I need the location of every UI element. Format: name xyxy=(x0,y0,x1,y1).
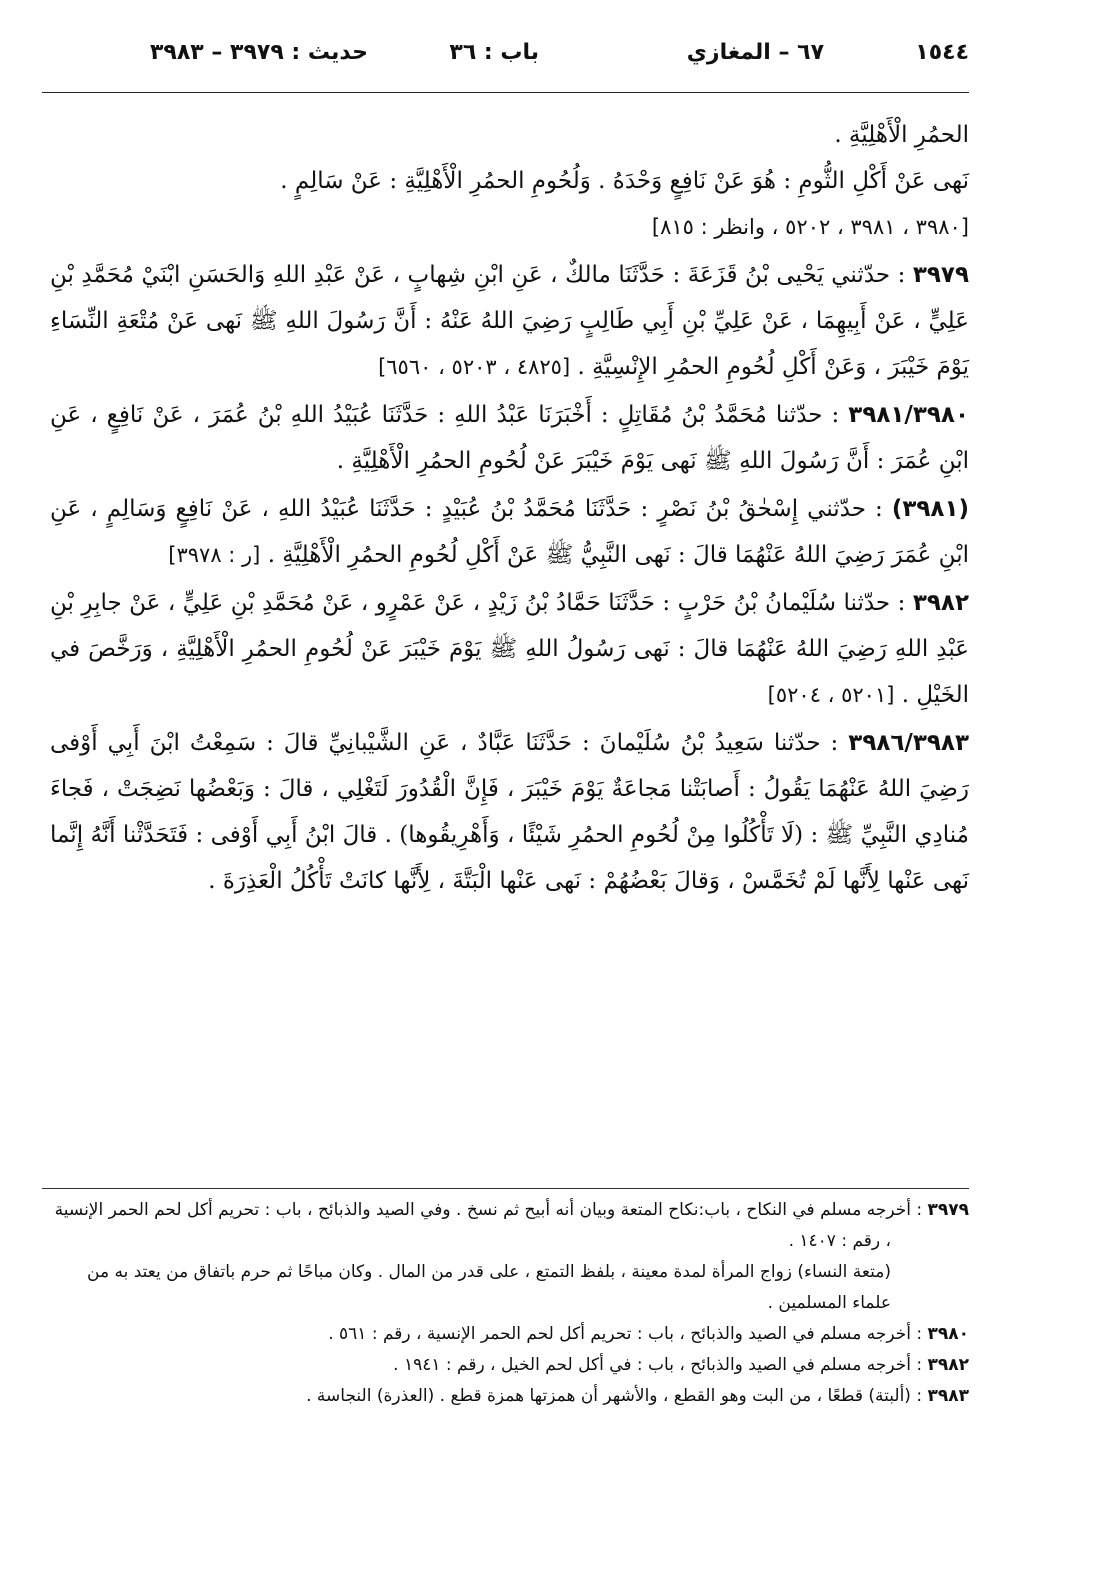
hadith-paragraph xyxy=(50,252,969,390)
hadith-number: ٣٩٨١/٣٩٨٠ xyxy=(848,402,969,428)
footnote-number: ٣٩٨٠ xyxy=(927,1324,969,1344)
footnote-number: ٣٩٨٣ xyxy=(927,1386,969,1406)
footnote xyxy=(50,1350,969,1381)
hadith-text: : حدّثنا سُلَيْمانُ بْنُ حَرْبٍ : حَدَّثَنَا حَمَّادُ بْنُ زَيْدٍ ، عَنْ عَمْرٍو ، عَنْ مُحَمَّدِ بْنِ عَلِيٍّ ، عَنْ جابِرِ بْنِ عَبْدِ اللهِ رَضِيَ اللهُ عَنْهُمَا قالَ : نَهى رَسُولُ اللهِ ﷺ يَوْمَ خَيْبَرَ عَنْ لُحُومِ الحمُرِ الْأَهْلِيَّةِ ، وَرَخَّصَ في الخَيْلِ . xyxy=(50,590,969,708)
footnote xyxy=(50,1195,969,1257)
footnote xyxy=(50,1319,969,1350)
footnote-text: : أخرجه مسلم في الصيد والذبائح ، باب : تحريم أكل لحم الحمر الإنسية ، رقم : ٥٦١ . xyxy=(328,1324,928,1344)
footnote-note: (متعة النساء) زواج المرأة لمدة معينة ، بلفظ التمتع ، على قدر من المال . وكان مباحًا ثم حرم باتفاق من يعتد به من علماء المسلمين . xyxy=(87,1262,891,1313)
footnotes xyxy=(50,1195,969,1412)
hadith-text: : حدّثني يَحْيى بْنُ قَزَعَةَ : حَدَّثَنَا مالكٌ ، عَنِ ابْنِ شِهابٍ ، عَنْ عَبْدِ اللهِ وَالحَسَنِ ابْنَيْ مُحَمَّدِ بْنِ عَلِيٍّ ، عَنْ أَبِيهِمَا ، عَنْ عَلِيِّ بْنِ أَبِي طَالِبٍ رَضِيَ اللهُ عَنْهُ : أَنَّ رَسُولَ اللهِ ﷺ نَهى عَنْ مُتْعَةِ النِّسَاءِ يَوْمَ خَيْبَرَ ، وَعَنْ أَكْلِ لُحُومِ الحمُرِ الإِنْسِيَّةِ . xyxy=(50,262,969,380)
text-line: نَهى عَنْ أَكْلِ الثُّومِ : هُوَ عَنْ نَافِعٍ وَحْدَهُ . وَلُحُومِ الحمُرِ الْأَهْلِيَّةِ : عَنْ سَالِمٍ . xyxy=(280,168,969,194)
footnote-text: : (ألبتة) قطعًا ، من البت وهو القطع ، والأشهر أن همزتها همزة قطع . (العذرة) النجاسة . xyxy=(306,1386,928,1406)
page-number: ١٥٤٤ xyxy=(915,40,969,65)
footnote-rule xyxy=(42,1188,969,1189)
footnote-text: : أخرجه مسلم في الصيد والذبائح ، باب : في أكل لحم الخيل ، رقم : ١٩٤١ . xyxy=(393,1355,928,1375)
text-line: الحمُرِ الْأَهْلِيَّةِ . xyxy=(834,122,969,148)
chapter-label: باب : ٣٦ xyxy=(449,40,539,65)
cross-reference: [٣٩٨٠ ، ٣٩٨١ ، ٥٢٠٢ ، وانظر : ٨١٥] xyxy=(651,215,969,239)
main-text xyxy=(50,112,969,904)
hadith-paragraph xyxy=(50,486,969,578)
hadith-number: (٣٩٨١) xyxy=(891,496,969,522)
hadith-number: ٣٩٨٦/٣٩٨٣ xyxy=(848,730,969,756)
header-rule xyxy=(42,92,969,93)
cross-reference: [٤٨٢٥ ، ٥٢٠٣ ، ٦٥٦٠] xyxy=(378,355,571,379)
hadith-text: : حدّثنا مُحَمَّدُ بْنُ مُقَاتِلٍ : أَخْبَرَنَا عَبْدُ اللهِ : حَدَّثَنَا عُبَيْدُ اللهِ بْنُ عُمَرَ ، عَنْ نَافِعٍ ، عَنِ ابْنِ عُمَرَ : أَنَّ رَسُولَ اللهِ ﷺ نَهى يَوْمَ خَيْبَرَ عَنْ لُحُومِ الحمُرِ الْأَهْلِيَّةِ . xyxy=(50,402,969,474)
hadith-range: حديث : ٣٩٧٩ – ٣٩٨٣ xyxy=(150,40,368,65)
running-head xyxy=(150,40,969,80)
cross-reference: [٥٢٠١ ، ٥٢٠٤] xyxy=(767,683,895,707)
footnote-number: ٣٩٧٩ xyxy=(927,1200,969,1220)
footnote-text: : أخرجه مسلم في النكاح ، باب:نكاح المتعة وبيان أنه أبيح ثم نسخ . وفي الصيد والذبائح ، باب : تحريم أكل لحم الحمر الإنسية ، رقم : ١٤٠٧ . xyxy=(54,1200,928,1251)
footnote xyxy=(50,1381,969,1412)
hadith-number: ٣٩٨٢ xyxy=(912,590,969,616)
hadith-number: ٣٩٧٩ xyxy=(912,262,969,288)
hadith-paragraph xyxy=(50,580,969,718)
footnote-number: ٣٩٨٢ xyxy=(927,1355,969,1375)
book-title: ٦٧ – المغازي xyxy=(686,40,824,65)
cross-reference: [ر : ٣٩٧٨] xyxy=(168,543,261,567)
hadith-paragraph xyxy=(50,392,969,484)
hadith-paragraph xyxy=(50,720,969,904)
hadith-text: : حدّثني إِسْحٰقُ بْنُ نَصْرٍ : حَدَّثَنَا مُحَمَّدُ بْنُ عُبَيْدٍ : حَدَّثَنَا عُبَيْدُ اللهِ ، عَنْ نَافِعٍ وَسَالِمٍ ، عَنِ ابْنِ عُمَرَ رَضِيَ اللهُ عَنْهُمَا قالَ : نَهى النَّبِيُّ ﷺ عَنْ أَكْلِ لُحُومِ الحمُرِ الْأَهْلِيَّةِ . xyxy=(50,496,969,568)
hadith-text: : حدّثنا سَعِيدُ بْنُ سُلَيْمانَ : حَدَّثَنَا عَبَّادٌ ، عَنِ الشَّيْبانِيِّ قالَ : سَمِعْتُ ابْنَ أَبِي أَوْفى رَضِيَ اللهُ عَنْهُمَا يَقُولُ : أَصابَتْنا مَجاعَةٌ يَوْمَ خَيْبَرَ ، فَإِنَّ الْقُدُورَ لَتَغْلِي ، قالَ : وَبَعْضُها نَضِجَتْ ، فَجاءَ مُنادِي النَّبِيِّ ﷺ : (لَا تَأْكُلُوا مِنْ لُحُومِ الحمُرِ شَيْئًا ، وَأَهْرِيقُوها) . قالَ ابْنُ أَبِي أَوْفى : فَتَحَدَّثْنا أَنَّهُ إِنَّما نَهى عَنْها لِأَنَّها لَمْ تُخَمَّسْ ، وَقالَ بَعْضُهُمْ : نَهى عَنْها الْبَتَّةَ ، لِأَنَّها كانَتْ تَأْكُلُ الْعَذِرَةَ . xyxy=(50,730,969,894)
